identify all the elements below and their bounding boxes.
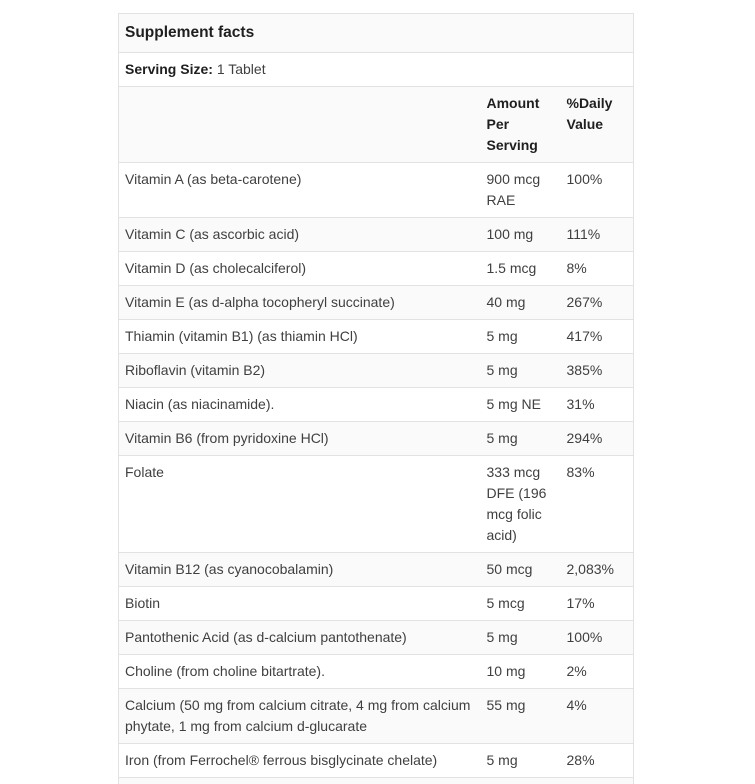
nutrient-name-cell: Vitamin A (as beta-carotene) [119,163,481,218]
nutrient-row [119,621,634,655]
amount-cell: 1.5 mcg [481,252,561,286]
amount-cell: 333 mcg DFE (196 mcg folic acid) [481,456,561,553]
daily-value-cell: 267% [561,286,634,320]
amount-cell: 55 mg [481,689,561,744]
nutrient-name-cell: Biotin [119,587,481,621]
nutrient-row [119,320,634,354]
nutrient-row [119,218,634,252]
nutrient-row [119,456,634,553]
daily-value-cell: 28% [561,744,634,778]
nutrient-column-header [119,87,481,163]
amount-column-header: Amount Per Serving [481,87,561,163]
nutrient-name-cell: Riboflavin (vitamin B2) [119,354,481,388]
nutrient-row [119,689,634,744]
amount-cell: 10 mg [481,655,561,689]
amount-cell: 50 mcg [481,553,561,587]
daily-value-cell: 2% [561,655,634,689]
table-title: Supplement facts [125,24,255,41]
amount-cell: 5 mg [481,621,561,655]
serving-size-value: 1 Tablet [216,61,266,77]
nutrient-name-cell: Vitamin B12 (as cyanocobalamin) [119,553,481,587]
serving-size-label: Serving Size: [125,61,213,77]
nutrient-row [119,587,634,621]
nutrient-row [119,388,634,422]
nutrient-name-cell: Niacin (as niacinamide). [119,388,481,422]
daily-value-cell: 100% [561,163,634,218]
daily-value-cell: 31% [561,388,634,422]
nutrient-name-cell: Vitamin B6 (from pyridoxine HCl) [119,422,481,456]
amount-cell: 5 mg [481,422,561,456]
cut-off-cell [119,778,634,784]
nutrient-name-cell: Iron (from Ferrochel® ferrous bisglycinate chelate) [119,744,481,778]
supplement-facts-table [118,13,634,784]
cut-off-row [119,778,634,784]
nutrient-name-cell: Thiamin (vitamin B1) (as thiamin HCl) [119,320,481,354]
nutrient-name-cell: Pantothenic Acid (as d-calcium pantothenate) [119,621,481,655]
serving-size-cell [119,53,634,87]
amount-cell: 5 mg [481,320,561,354]
amount-cell: 100 mg [481,218,561,252]
daily-value-cell: 385% [561,354,634,388]
daily-value-cell: 8% [561,252,634,286]
nutrient-name-cell: Folate [119,456,481,553]
daily-value-cell: 17% [561,587,634,621]
nutrient-row [119,354,634,388]
amount-cell: 5 mcg [481,587,561,621]
nutrient-row [119,744,634,778]
daily-value-cell: 2,083% [561,553,634,587]
supplement-facts-panel [118,13,633,784]
daily-value-column-header: %Daily Value [561,87,634,163]
nutrient-name-cell: Vitamin C (as ascorbic acid) [119,218,481,252]
nutrient-name-cell: Choline (from choline bitartrate). [119,655,481,689]
serving-size-row [119,53,634,87]
daily-value-cell: 111% [561,218,634,252]
nutrient-row [119,252,634,286]
nutrient-name-cell: Calcium (50 mg from calcium citrate, 4 mg from calcium phytate, 1 mg from calcium d-glucarate [119,689,481,744]
daily-value-cell: 294% [561,422,634,456]
nutrient-row [119,286,634,320]
nutrient-row [119,163,634,218]
amount-cell: 5 mg [481,354,561,388]
amount-cell: 5 mg [481,744,561,778]
table-title-row [119,14,634,53]
nutrient-row [119,655,634,689]
nutrient-name-cell: Vitamin D (as cholecalciferol) [119,252,481,286]
amount-cell: 900 mcg RAE [481,163,561,218]
nutrient-row [119,553,634,587]
column-header-row [119,87,634,163]
daily-value-cell: 417% [561,320,634,354]
nutrient-row [119,422,634,456]
daily-value-cell: 100% [561,621,634,655]
daily-value-cell: 4% [561,689,634,744]
amount-cell: 5 mg NE [481,388,561,422]
daily-value-cell: 83% [561,456,634,553]
amount-cell: 40 mg [481,286,561,320]
nutrient-name-cell: Vitamin E (as d-alpha tocopheryl succinate) [119,286,481,320]
